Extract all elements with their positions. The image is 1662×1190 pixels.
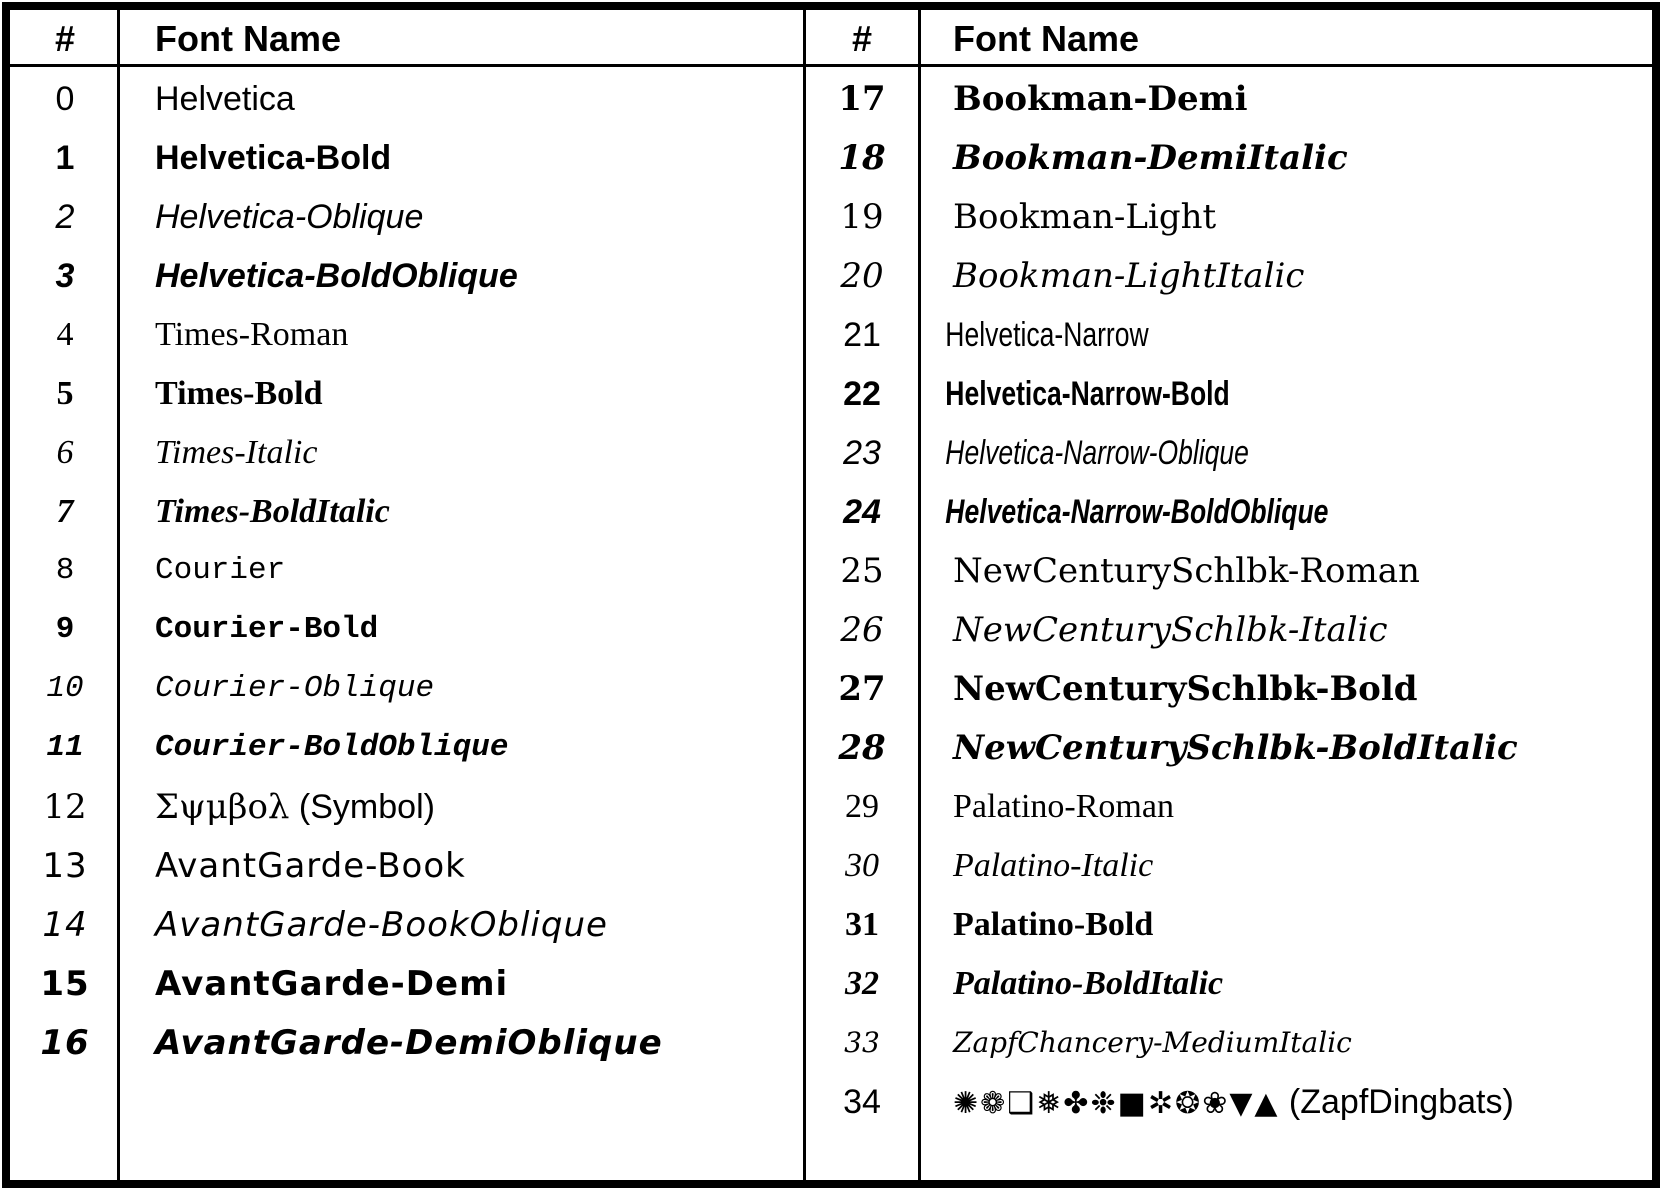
table-row xyxy=(10,482,803,541)
font-number: 23 xyxy=(843,433,881,472)
font-name-sample: Helvetica xyxy=(155,79,295,118)
font-number: 11 xyxy=(46,730,84,765)
font-name-sample: AvantGarde-DemiOblique xyxy=(155,1022,663,1063)
table-row xyxy=(10,954,803,1013)
table-row xyxy=(10,659,803,718)
font-table xyxy=(2,2,1660,1188)
font-number: 19 xyxy=(840,196,884,237)
font-name-sample: Palatino-Roman xyxy=(953,787,1174,825)
font-name-sample: Bookman-Demi xyxy=(953,78,1248,119)
table-row xyxy=(10,69,803,128)
font-number: 12 xyxy=(43,786,87,827)
font-name-sample: Σψμβολ (Symbol) xyxy=(155,786,435,827)
table-row xyxy=(10,187,803,246)
font-number: 9 xyxy=(55,612,75,647)
font-name-sample: Courier-Bold xyxy=(155,612,379,647)
font-name-sample: Bookman-DemiItalic xyxy=(953,137,1348,178)
table-row xyxy=(10,777,803,836)
font-name-sample: Times-Italic xyxy=(155,433,318,471)
font-name-sample: Times-BoldItalic xyxy=(155,492,390,530)
font-number: 28 xyxy=(838,727,886,768)
font-number: 2 xyxy=(55,197,75,236)
font-name-sample: Times-Bold xyxy=(155,374,323,412)
table-row xyxy=(806,541,1652,600)
table-row xyxy=(10,718,803,777)
column-divider-left xyxy=(117,10,120,1180)
font-number: 13 xyxy=(42,845,88,886)
column-divider-right xyxy=(918,10,921,1180)
table-row xyxy=(806,600,1652,659)
font-number: 31 xyxy=(845,905,879,943)
table-row xyxy=(806,836,1652,895)
font-name-suffix: (Symbol) xyxy=(289,787,435,826)
font-name-sample: Bookman-LightItalic xyxy=(953,255,1305,296)
header-divider xyxy=(10,64,1652,67)
font-name-sample: Courier-BoldOblique xyxy=(155,730,509,765)
font-number: 33 xyxy=(844,1025,880,1059)
font-number: 3 xyxy=(55,256,75,295)
table-row xyxy=(806,305,1652,364)
font-name-sample: Times-Roman xyxy=(155,315,349,353)
font-name-sample: Helvetica-Narrow-BoldOblique xyxy=(945,492,1329,531)
table-row xyxy=(10,1013,803,1072)
font-number: 29 xyxy=(845,787,879,825)
font-table-right-half xyxy=(806,10,1652,1180)
font-name-sample: Bookman-Light xyxy=(953,196,1217,237)
table-row xyxy=(806,1072,1652,1131)
font-number: 5 xyxy=(56,374,74,412)
font-name-sample: ✺❁❑❅✤❉■✲❂❀▼▲ (ZapfDingbats) xyxy=(953,1082,1514,1121)
font-number: 15 xyxy=(40,963,90,1004)
font-number: 20 xyxy=(840,255,884,296)
table-row xyxy=(806,777,1652,836)
font-number: 4 xyxy=(56,315,74,353)
table-row xyxy=(10,836,803,895)
font-number: 22 xyxy=(843,374,881,413)
font-number: 24 xyxy=(843,492,881,531)
font-number: 17 xyxy=(838,78,886,119)
table-row xyxy=(806,128,1652,187)
font-number: 8 xyxy=(55,553,75,588)
font-number: 30 xyxy=(845,846,879,884)
font-name-sample: NewCenturySchlbk-Roman xyxy=(953,550,1420,591)
font-number: 14 xyxy=(42,904,88,945)
table-row xyxy=(10,895,803,954)
font-name-sample: AvantGarde-Demi xyxy=(155,963,509,1004)
font-table-left-half xyxy=(10,10,803,1180)
font-name-sample: ZapfChancery-MediumItalic xyxy=(953,1025,1352,1059)
font-name-sample: Palatino-BoldItalic xyxy=(953,964,1224,1002)
table-row xyxy=(806,187,1652,246)
font-name-sample: NewCenturySchlbk-Bold xyxy=(953,668,1418,709)
font-number: 18 xyxy=(838,137,886,178)
table-header-row xyxy=(806,10,1652,67)
table-row xyxy=(10,423,803,482)
font-name-sample: Palatino-Italic xyxy=(953,846,1154,884)
half-divider xyxy=(803,10,806,1180)
table-row xyxy=(806,423,1652,482)
column-header-font-name: Font Name xyxy=(155,17,342,59)
column-header-number: # xyxy=(54,17,76,59)
table-row xyxy=(10,305,803,364)
font-name-sample: Helvetica-Bold xyxy=(155,138,392,177)
table-row xyxy=(806,718,1652,777)
font-number: 34 xyxy=(843,1082,881,1121)
font-name-sample: NewCenturySchlbk-BoldItalic xyxy=(953,727,1518,768)
table-row xyxy=(806,482,1652,541)
font-name-sample: Helvetica-Oblique xyxy=(155,197,424,236)
font-number: 26 xyxy=(840,609,884,650)
font-number: 10 xyxy=(46,671,84,706)
font-name-sample: Helvetica-BoldOblique xyxy=(155,256,518,295)
font-number: 27 xyxy=(838,668,886,709)
font-number: 21 xyxy=(843,315,881,354)
font-name-sample: Courier-Oblique xyxy=(155,671,435,706)
table-row xyxy=(806,364,1652,423)
table-row xyxy=(10,600,803,659)
table-row xyxy=(10,541,803,600)
font-name-sample: Helvetica-Narrow-Oblique xyxy=(945,433,1249,472)
font-name-suffix: (ZapfDingbats) xyxy=(1279,1082,1514,1121)
table-row xyxy=(806,246,1652,305)
table-row xyxy=(10,246,803,305)
table-header-row xyxy=(10,10,803,67)
font-number: 16 xyxy=(40,1022,90,1063)
font-number: 7 xyxy=(56,492,74,530)
font-rows-left xyxy=(10,67,803,1072)
column-header-number: # xyxy=(851,17,873,59)
table-row xyxy=(806,659,1652,718)
font-number: 25 xyxy=(840,550,884,591)
column-header-font-name: Font Name xyxy=(953,17,1140,59)
font-name-sample: AvantGarde-BookOblique xyxy=(155,904,608,945)
table-row xyxy=(10,364,803,423)
font-name-sample: Courier xyxy=(155,553,286,588)
table-row xyxy=(806,69,1652,128)
font-name-sample: Palatino-Bold xyxy=(953,905,1154,943)
font-number: 6 xyxy=(56,433,74,471)
table-row xyxy=(806,954,1652,1013)
font-number: 1 xyxy=(55,138,75,177)
font-number: 32 xyxy=(845,964,879,1002)
font-name-sample: Helvetica-Narrow-Bold xyxy=(945,374,1230,413)
table-row xyxy=(806,1013,1652,1072)
font-number: 0 xyxy=(55,79,75,118)
table-row xyxy=(806,895,1652,954)
table-row xyxy=(10,128,803,187)
font-name-sample: Helvetica-Narrow xyxy=(945,315,1149,354)
font-name-sample: AvantGarde-Book xyxy=(155,845,466,886)
font-rows-right xyxy=(806,67,1652,1131)
font-name-sample: NewCenturySchlbk-Italic xyxy=(953,609,1388,650)
